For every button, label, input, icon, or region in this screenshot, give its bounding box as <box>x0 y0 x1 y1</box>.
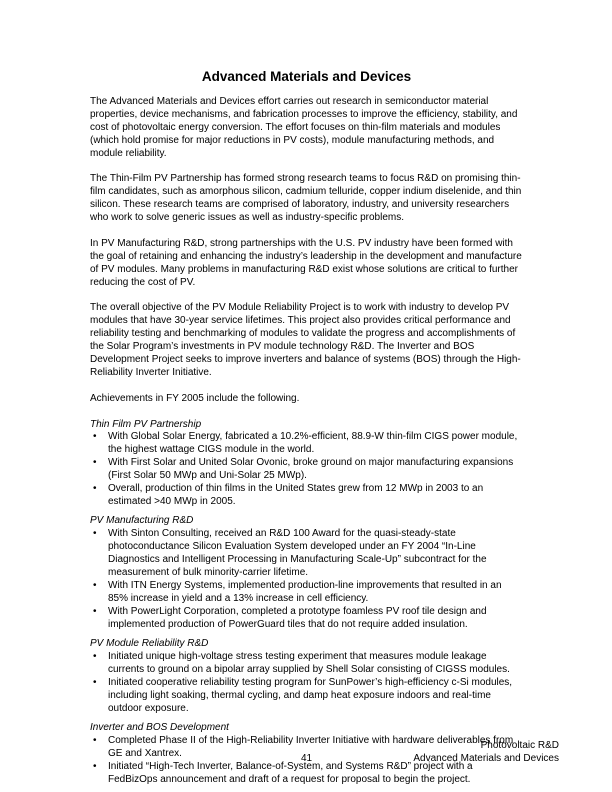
pv-manufacturing-paragraph: In PV Manufacturing R&D, strong partnerships with the U.S. PV industry have been formed with the goal of retaining and enhancing the industry’s leadership in the development and manufacture of PV modules. Many problems in manufacturing R&D exist whose solutions are critical to further reducing the cost of PV. <box>90 237 522 288</box>
bullet-item: • Initiated “High-Tech Inverter, Balance-of-System, and Systems R&D” project with a FedBizOps announcement and draft of a request for proposal to begin the project. <box>90 761 523 787</box>
document-content <box>90 69 523 787</box>
footer-page-number: 41 <box>300 753 313 764</box>
bullet-item: • Initiated unique high-voltage stress testing experiment that measures module leakage currents to ground on a bipolar array supplied by Shell Solar consisting of CIGSS modules. <box>90 651 523 677</box>
bullet-item: • With Sinton Consulting, received an R&D 100 Award for the quasi-steady-state photoconductance Silicon Evaluation System developed under an FY 2004 “In-Line Diagnostics and Intelligent Processing in Manufacturing Scale-Up” subcontract for the measurement of bulk minority-carrier lifetime. <box>90 528 523 580</box>
page-title: Advanced Materials and Devices <box>201 69 412 84</box>
bullet-item: • Overall, production of thin films in the United States grew from 12 MWp in 2003 to an estimated >40 MWp in 2005. <box>90 483 523 509</box>
bullet-list-pv-manufacturing-rd <box>90 528 523 631</box>
bullet-item: • With PowerLight Corporation, completed a prototype foamless PV roof tile design and implemented production of PowerGuard tiles that do not require added insulation. <box>90 606 523 632</box>
bullet-item: • Completed Phase II of the High-Reliability Inverter Initiative with hardware deliverables from GE and Xantrex. <box>90 735 523 761</box>
bullet-item: • Initiated cooperative reliability testing program for SunPower’s high-efficiency c-Si modules, including light soaking, thermal cycling, and damp heat exposure indoors and real-time outdoor exposure. <box>90 677 523 716</box>
bullet-list-pv-module-reliability-rd <box>90 651 523 716</box>
section-heading-pv-module-reliability-rd: PV Module Reliability R&D <box>90 638 209 650</box>
bullet-list-thin-film-pv-partnership <box>90 431 523 508</box>
achievements-intro: Achievements in FY 2005 include the following. <box>90 392 300 404</box>
footer-section-title: Advanced Materials and Devices <box>413 752 559 764</box>
intro-paragraph: The Advanced Materials and Devices effort carries out research in semiconductor material properties, device mechanisms, and fabrication processes to improve the efficiency, stability, and cost of photovoltaic energy conversion. The effort focuses on thin-film materials and modules (which hold promise for major reductions in PV costs), module manufacturing methods, and module reliability. <box>90 96 518 159</box>
bullet-item: • With Global Solar Energy, fabricated a 10.2%-efficient, 88.9-W thin-film CIGS power module, the highest wattage CIGS module in the world. <box>90 431 523 457</box>
section-heading-pv-manufacturing-rd: PV Manufacturing R&D <box>90 515 194 527</box>
pv-module-reliability-paragraph: The overall objective of the PV Module Reliability Project is to work with industry to develop PV modules that have 30-year service lifetimes. This project also provides critical performance and reliability testing and benchmarking of modules to validate the progress and accomplishments of the Solar Program’s investments in PV module technology R&D. The Inverter and BOS Development Project seeks to improve inverters and balance of systems (BOS) through the High-Reliability Inverter Initiative. <box>90 302 521 378</box>
thin-film-partnership-paragraph: The Thin-Film PV Partnership has formed strong research teams to focus R&D on promising thin-film candidates, such as amorphous silicon, cadmium telluride, copper indium diselenide, and thin silicon. These research teams are comprised of laboratory, industry, and university researchers who work to solve generic issues as well as industry-specific problems. <box>90 173 522 224</box>
bullet-item: • With First Solar and United Solar Ovonic, broke ground on major manufacturing expansions (First Solar 50 MWp and Uni-Solar 25 MWp). <box>90 457 523 483</box>
bullet-item: • With ITN Energy Systems, implemented production-line improvements that resulted in an 85% increase in yield and a 13% increase in cell efficiency. <box>90 580 523 606</box>
section-heading-inverter-bos-development: Inverter and BOS Development <box>90 722 229 734</box>
section-heading-thin-film-pv-partnership: Thin Film PV Partnership <box>90 418 202 430</box>
footer-report-title: Photovoltaic R&D <box>480 740 559 751</box>
